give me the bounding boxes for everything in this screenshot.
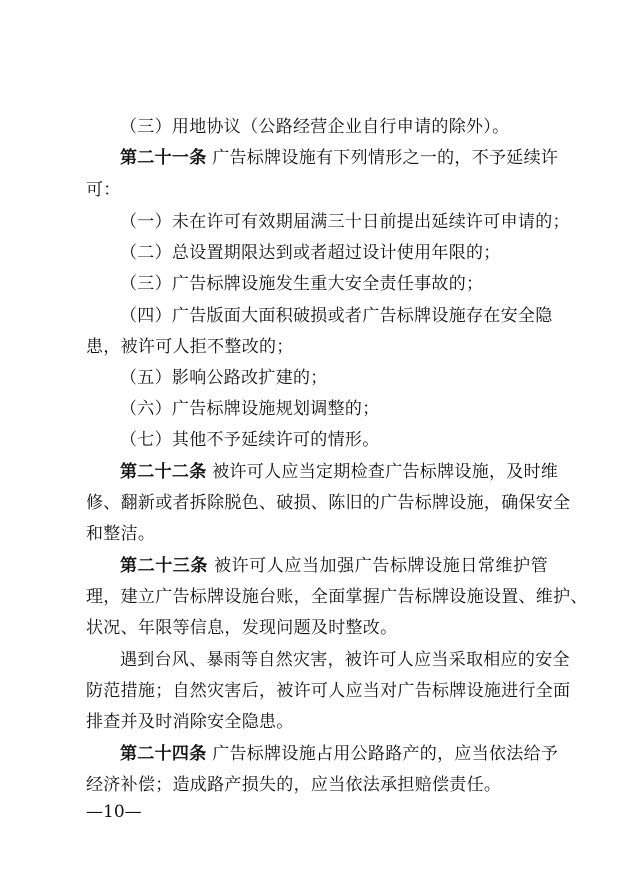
page-number: —10— [86, 802, 142, 822]
article-number: 第二十一条 [120, 148, 207, 168]
line-text: 理，建立广告标牌设施台账，全面掌握广告标牌设施设置、维护、 [86, 587, 588, 607]
line-text: 排查并及时消除安全隐患。 [86, 712, 294, 732]
list-item [120, 399, 380, 419]
paragraph-line [86, 337, 294, 357]
paragraph-line [86, 681, 571, 701]
line-text: （五）影响公路改扩建的； [120, 368, 328, 388]
line-text: （一）未在许可有效期届满三十日前提出延续许可申请的； [120, 212, 570, 232]
line-text: 可： [86, 180, 121, 200]
list-item [120, 430, 380, 450]
list-item [120, 368, 328, 388]
article-23-heading-line [120, 556, 548, 576]
line-text: 修、翻新或者拆除脱色、破损、陈旧的广告标牌设施，确保安全 [86, 493, 571, 513]
line-text: （三）用地协议（公路经营企业自行申请的除外）。 [120, 117, 510, 137]
article-number: 第二十四条 [120, 744, 207, 764]
list-item [120, 243, 501, 263]
line-text: 经济补偿；造成路产损失的，应当依法承担赔偿责任。 [86, 775, 502, 795]
line-text: 被许可人应当定期检查广告标牌设施，及时维 [206, 462, 559, 482]
paragraph-line [86, 618, 397, 638]
list-item [120, 306, 553, 326]
paragraph-line [86, 180, 121, 200]
list-item [120, 212, 570, 232]
line-text: （二）总设置期限达到或者超过设计使用年限的； [120, 243, 501, 263]
article-number: 第二十二条 [120, 462, 207, 482]
paragraph-line [86, 524, 155, 544]
line-text: （七）其他不予延续许可的情形。 [120, 430, 380, 450]
line-text: 患，被许可人拒不整改的； [86, 337, 294, 357]
paragraph-line [86, 712, 294, 732]
paragraph-line [120, 117, 509, 137]
line-text: 遇到台风、暴雨等自然灾害，被许可人应当采取相应的安全 [120, 650, 570, 670]
list-item [120, 274, 483, 294]
line-text: （四）广告版面大面积破损或者广告标牌设施存在安全隐 [120, 306, 553, 326]
paragraph-line [86, 493, 571, 513]
paragraph-line [86, 775, 501, 795]
article-24-heading-line [120, 744, 559, 764]
line-text: （三）广告标牌设施发生重大安全责任事故的； [120, 274, 484, 294]
article-number: 第二十三条 [120, 556, 208, 576]
article-21-heading-line [120, 148, 559, 168]
paragraph-line [86, 587, 588, 607]
line-text: 和整洁。 [86, 524, 156, 544]
paragraph-line [120, 650, 570, 670]
line-text: 广告标牌设施占用公路路产的，应当依法给予 [206, 744, 559, 764]
line-text: 被许可人应当加强广告标牌设施日常维护管 [207, 556, 549, 576]
line-text: 防范措施；自然灾害后，被许可人应当对广告标牌设施进行全面 [86, 681, 571, 701]
article-22-heading-line [120, 462, 559, 482]
line-text: （六）广告标牌设施规划调整的； [120, 399, 380, 419]
line-text: 状况、年限等信息，发现问题及时整改。 [86, 618, 398, 638]
line-text: 广告标牌设施有下列情形之一的，不予延续许 [206, 148, 559, 168]
